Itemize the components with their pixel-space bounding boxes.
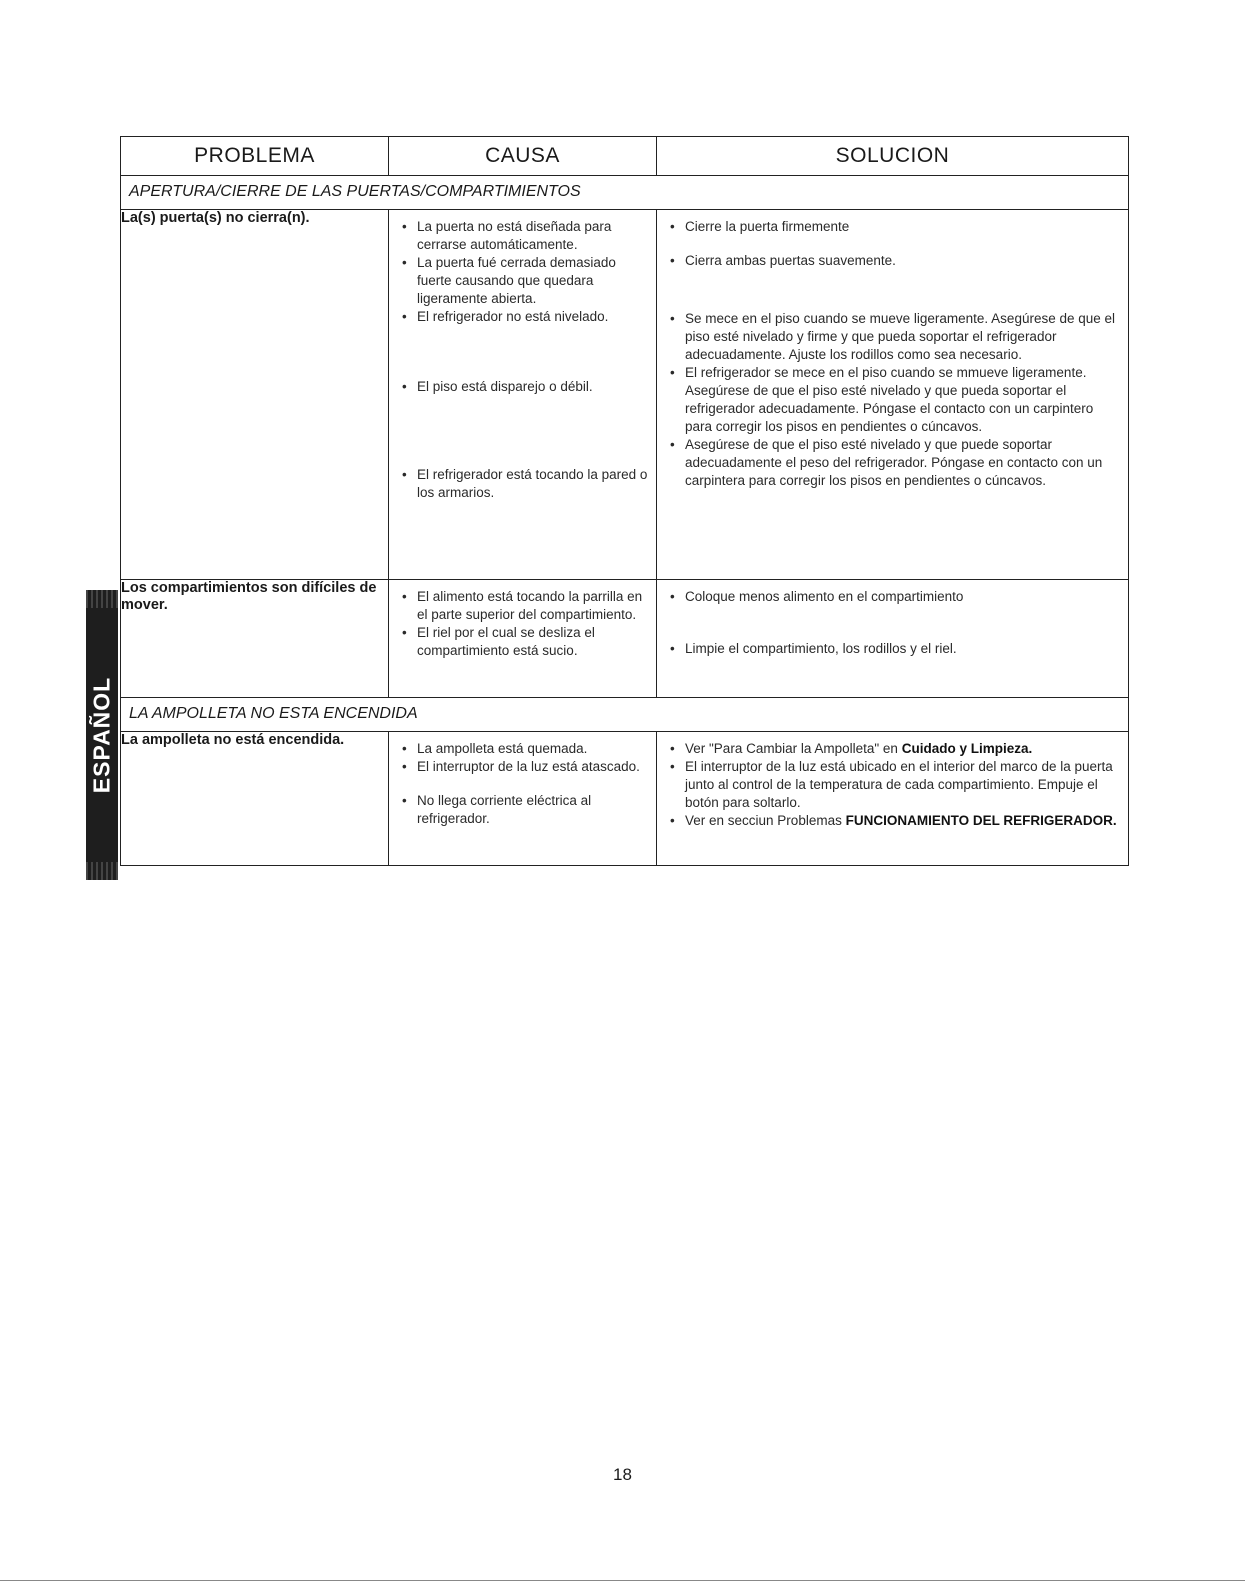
solution-item: • El interruptor de la luz está ubicado en el interior del marco de la puerta junto al control de la temperatura de cada compartimiento. Empuje el botón para soltarlo. <box>667 758 1122 812</box>
cause-item: • El refrigerador está tocando la pared o los armarios. <box>399 466 650 502</box>
solution-item <box>667 812 1122 830</box>
solution-item <box>667 740 1122 758</box>
solution-item: • Coloque menos alimento en el compartimiento <box>667 588 1122 606</box>
problem-cell: La ampolleta no está encendida. <box>121 732 389 866</box>
cause-item: • El alimento está tocando la parrilla en el parte superior del compartimiento. <box>399 588 650 624</box>
solution-cell <box>657 732 1129 866</box>
solution-item: • El refrigerador se mece en el piso cuando se mmueve ligeramente. Asegúrese de que el piso esté nivelado y que pueda soportar el refrigerador adecuadamente. Póngase el contacto con un carpintero para corregir los pisos en pendientes o cúncavos. <box>667 364 1122 436</box>
page-number: 18 <box>613 1465 632 1484</box>
tab-pattern-bottom <box>86 862 118 880</box>
problem-cell: La(s) puerta(s) no cierra(n). <box>121 210 389 580</box>
section-title: LA AMPOLLETA NO ESTA ENCENDIDA <box>121 698 1129 732</box>
solution-item: • Cierre la puerta firmemente <box>667 218 1122 236</box>
header-problem: PROBLEMA <box>121 137 389 176</box>
language-side-tab <box>86 590 118 880</box>
solution-item: • Cierra ambas puertas suavemente. <box>667 252 1122 270</box>
section-header <box>121 698 1129 732</box>
cause-item: • El refrigerador no está nivelado. <box>399 308 650 326</box>
troubleshooting-table <box>120 136 1129 866</box>
header-solution: SOLUCION <box>657 137 1129 176</box>
solution-cell <box>657 210 1129 580</box>
section-header <box>121 176 1129 210</box>
table-header-row <box>121 137 1129 176</box>
solution-cell <box>657 580 1129 698</box>
solution-text: Ver en secciun Problemas <box>685 813 846 828</box>
cause-item: • La puerta no está diseñada para cerrarse automáticamente. <box>399 218 650 254</box>
solution-item: • Se mece en el piso cuando se mueve ligeramente. Asegúrese de que el piso esté nivelado y firme y que pueda soportar el refrigerador adecuadamente. Ajuste los rodillos como sea necesario. <box>667 310 1122 364</box>
solution-text: Ver "Para Cambiar la Ampolleta" en <box>685 741 902 756</box>
side-tab-label: ESPAÑOL <box>88 676 115 794</box>
cause-cell <box>389 210 657 580</box>
solution-bold-text: Cuidado y Limpieza. <box>901 741 1033 756</box>
cause-item: • No llega corriente eléctrica al refrigerador. <box>399 792 650 828</box>
cause-cell <box>389 580 657 698</box>
section-title: APERTURA/CIERRE DE LAS PUERTAS/COMPARTIMIENTOS <box>121 176 1129 210</box>
table-row <box>121 210 1129 580</box>
solution-item: • Asegúrese de que el piso esté nivelado y que puede soportar adecuadamente el peso del refrigerador. Póngase en contacto con un carpintera para corregir los pisos en pendientes o cúncavos. <box>667 436 1122 490</box>
cause-item: • La ampolleta está quemada. <box>399 740 650 758</box>
table-row <box>121 580 1129 698</box>
cause-cell <box>389 732 657 866</box>
cause-item: • El piso está disparejo o débil. <box>399 378 650 396</box>
problem-cell: Los compartimientos son difíciles de mover. <box>121 580 389 698</box>
cause-item: • El interruptor de la luz está atascado. <box>399 758 650 776</box>
cause-item: • El riel por el cual se desliza el compartimiento está sucio. <box>399 624 650 660</box>
solution-bold-text: FUNCIONAMIENTO DEL REFRIGERADOR. <box>845 813 1117 828</box>
solution-item: • Limpie el compartimiento, los rodillos y el riel. <box>667 640 1122 658</box>
bottom-rule <box>0 1580 1245 1581</box>
table-row <box>121 732 1129 866</box>
header-cause: CAUSA <box>389 137 657 176</box>
cause-item: • La puerta fué cerrada demasiado fuerte causando que quedara ligeramente abierta. <box>399 254 650 308</box>
tab-pattern-top <box>86 590 118 608</box>
